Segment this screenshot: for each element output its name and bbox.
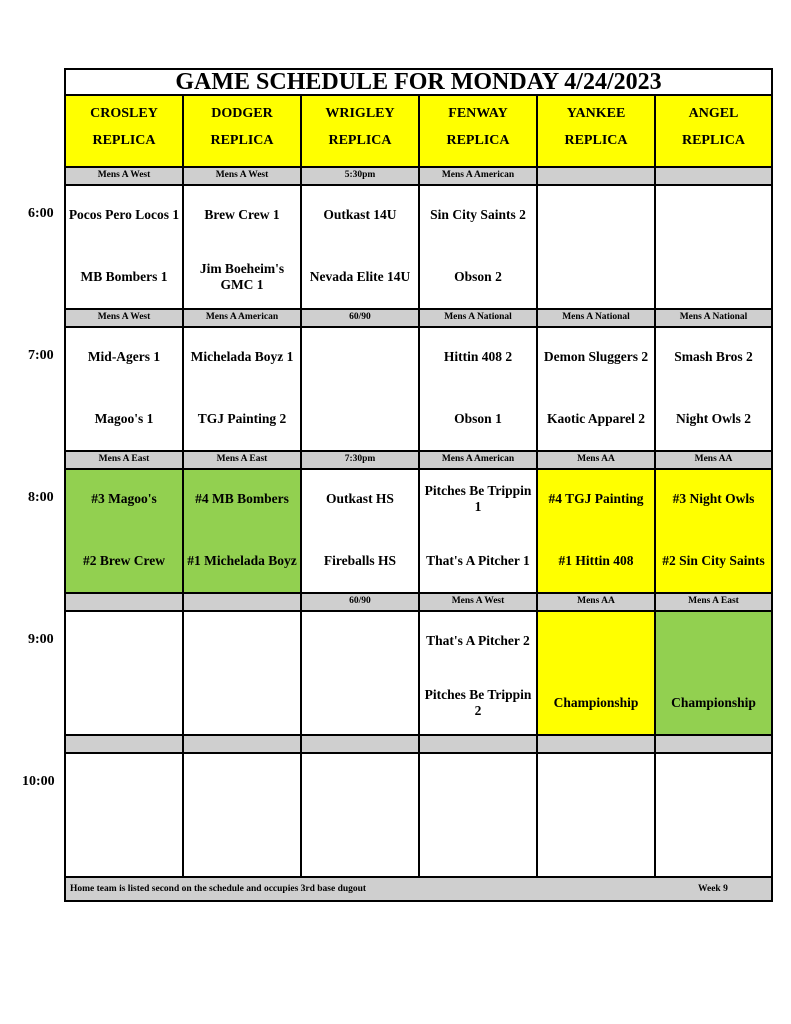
home-team bbox=[186, 685, 298, 721]
venue-header-yankee bbox=[538, 96, 656, 168]
away-team bbox=[540, 765, 652, 801]
game-cell bbox=[420, 186, 538, 310]
game-cell bbox=[656, 186, 771, 310]
away-team: Demon Sluggers 2 bbox=[543, 349, 649, 364]
home-team: Jim Boeheim's GMC 1 bbox=[199, 261, 285, 292]
home-team: Nevada Elite 14U bbox=[309, 269, 411, 284]
home-team: #2 Brew Crew bbox=[83, 553, 165, 568]
time-label: 10:00 bbox=[22, 774, 55, 789]
game-cell bbox=[538, 754, 656, 878]
away-team: Smash Bros 2 bbox=[674, 349, 753, 364]
game-cell bbox=[420, 754, 538, 878]
home-team bbox=[658, 259, 769, 295]
home-team: Obson 1 bbox=[454, 411, 502, 426]
home-team: Magoo's 1 bbox=[94, 411, 154, 426]
home-team: Obson 2 bbox=[454, 269, 502, 284]
footer-note: Home team is listed second on the schedule and occupies 3rd base dugout bbox=[70, 884, 367, 894]
home-team: TGJ Painting 2 bbox=[197, 411, 287, 426]
division-label bbox=[66, 594, 184, 612]
home-team bbox=[304, 827, 416, 863]
away-team: #3 Magoo's bbox=[91, 491, 157, 506]
time-label: 8:00 bbox=[28, 490, 54, 505]
away-team: Outkast HS bbox=[326, 491, 394, 506]
away-team bbox=[68, 623, 180, 659]
away-team: #4 TGJ Painting bbox=[548, 491, 644, 506]
division-label: Mens A National bbox=[538, 310, 656, 328]
home-team bbox=[304, 401, 416, 437]
game-cell bbox=[420, 470, 538, 594]
game-cell bbox=[538, 612, 656, 736]
away-team bbox=[186, 623, 298, 659]
game-cell bbox=[656, 470, 771, 594]
home-team: #1 Hittin 408 bbox=[558, 553, 634, 568]
home-team: Night Owls 2 bbox=[675, 411, 751, 426]
venue-name: ANGEL bbox=[688, 106, 739, 121]
game-cell bbox=[66, 328, 184, 452]
venue-header-wrigley bbox=[302, 96, 420, 168]
away-team: Brew Crew 1 bbox=[204, 207, 280, 222]
home-team: Kaotic Apparel 2 bbox=[546, 411, 645, 426]
time-label: 7:00 bbox=[28, 348, 54, 363]
game-cell bbox=[66, 612, 184, 736]
away-team: Hittin 408 2 bbox=[443, 349, 513, 364]
away-team bbox=[658, 623, 769, 659]
game-cell bbox=[656, 612, 771, 736]
game-cell bbox=[538, 470, 656, 594]
game-cell bbox=[66, 186, 184, 310]
venue-sub: REPLICA bbox=[564, 133, 628, 148]
venue-name: FENWAY bbox=[448, 106, 508, 121]
game-cell bbox=[66, 754, 184, 878]
game-cell bbox=[184, 186, 302, 310]
game-cell bbox=[420, 328, 538, 452]
game-cell bbox=[184, 328, 302, 452]
division-label: Mens AA bbox=[656, 452, 771, 470]
home-team: Fireballs HS bbox=[323, 553, 397, 568]
home-team bbox=[422, 827, 534, 863]
home-team bbox=[68, 685, 180, 721]
venue-header-dodger bbox=[184, 96, 302, 168]
division-label: 5:30pm bbox=[302, 168, 420, 186]
venue-sub: REPLICA bbox=[328, 133, 392, 148]
home-team bbox=[186, 827, 298, 863]
division-label bbox=[184, 736, 302, 754]
game-cell bbox=[302, 186, 420, 310]
venue-sub: REPLICA bbox=[446, 133, 510, 148]
away-team bbox=[186, 765, 298, 801]
game-cell bbox=[538, 186, 656, 310]
away-team bbox=[658, 765, 769, 801]
game-cell bbox=[538, 328, 656, 452]
away-team: Mid-Agers 1 bbox=[87, 349, 161, 364]
venue-header-angel bbox=[656, 96, 771, 168]
venue-sub: REPLICA bbox=[681, 133, 745, 148]
division-label: Mens AA bbox=[538, 452, 656, 470]
home-team bbox=[540, 827, 652, 863]
away-team bbox=[658, 197, 769, 233]
division-label bbox=[656, 168, 771, 186]
schedule-footer bbox=[66, 878, 771, 900]
division-label bbox=[420, 736, 538, 754]
home-team: Championship bbox=[553, 695, 639, 710]
home-team bbox=[658, 827, 769, 863]
away-team bbox=[422, 765, 534, 801]
away-team: #3 Night Owls bbox=[672, 491, 755, 506]
division-label: Mens A American bbox=[420, 168, 538, 186]
division-label: Mens A West bbox=[184, 168, 302, 186]
game-cell bbox=[656, 328, 771, 452]
division-label: Mens A East bbox=[66, 452, 184, 470]
game-cell bbox=[184, 470, 302, 594]
away-team bbox=[68, 765, 180, 801]
home-team bbox=[304, 685, 416, 721]
division-label: Mens A East bbox=[184, 452, 302, 470]
division-label bbox=[302, 736, 420, 754]
division-label: Mens A National bbox=[656, 310, 771, 328]
game-cell bbox=[420, 612, 538, 736]
home-team: #2 Sin City Saints bbox=[662, 553, 765, 568]
division-label: 60/90 bbox=[302, 310, 420, 328]
home-team: That's A Pitcher 1 bbox=[426, 553, 530, 568]
away-team bbox=[304, 339, 416, 375]
venue-name: DODGER bbox=[211, 106, 273, 121]
time-label: 9:00 bbox=[28, 632, 54, 647]
game-cell bbox=[302, 470, 420, 594]
venue-sub: REPLICA bbox=[92, 133, 156, 148]
venue-sub: REPLICA bbox=[210, 133, 274, 148]
division-label: Mens A American bbox=[184, 310, 302, 328]
division-label bbox=[538, 736, 656, 754]
game-cell bbox=[66, 470, 184, 594]
away-team: Michelada Boyz 1 bbox=[190, 349, 294, 364]
division-label: Mens A West bbox=[420, 594, 538, 612]
time-label: 6:00 bbox=[28, 206, 54, 221]
venue-name: CROSLEY bbox=[90, 106, 158, 121]
game-cell bbox=[302, 754, 420, 878]
game-cell bbox=[302, 328, 420, 452]
game-cell bbox=[656, 754, 771, 878]
division-label bbox=[184, 594, 302, 612]
venue-name: YANKEE bbox=[566, 106, 626, 121]
away-team bbox=[540, 197, 652, 233]
venue-header-crosley bbox=[66, 96, 184, 168]
division-label: 7:30pm bbox=[302, 452, 420, 470]
game-cell bbox=[302, 612, 420, 736]
week-label: Week 9 bbox=[698, 884, 728, 894]
away-team: Pocos Pero Locos 1 bbox=[68, 207, 180, 222]
division-label: Mens A West bbox=[66, 310, 184, 328]
division-label bbox=[656, 736, 771, 754]
away-team bbox=[304, 623, 416, 659]
home-team: Championship bbox=[671, 695, 756, 710]
schedule-title: GAME SCHEDULE FOR MONDAY 4/24/2023 bbox=[66, 70, 771, 96]
venue-name: WRIGLEY bbox=[325, 106, 395, 121]
away-team bbox=[540, 623, 652, 659]
division-label: Mens A East bbox=[656, 594, 771, 612]
division-label bbox=[66, 736, 184, 754]
away-team: That's A Pitcher 2 bbox=[426, 633, 530, 648]
home-team: #1 Michelada Boyz bbox=[187, 553, 297, 568]
away-team: #4 MB Bombers bbox=[195, 491, 289, 506]
division-label: Mens A National bbox=[420, 310, 538, 328]
away-team: Sin City Saints 2 bbox=[430, 207, 526, 222]
home-team bbox=[540, 259, 652, 295]
division-label: Mens AA bbox=[538, 594, 656, 612]
home-team bbox=[68, 827, 180, 863]
venue-header-fenway bbox=[420, 96, 538, 168]
game-cell bbox=[184, 754, 302, 878]
home-team: MB Bombers 1 bbox=[80, 269, 168, 284]
division-label: Mens A West bbox=[66, 168, 184, 186]
away-team bbox=[304, 765, 416, 801]
schedule-grid bbox=[64, 68, 773, 902]
division-label: 60/90 bbox=[302, 594, 420, 612]
away-team: Outkast 14U bbox=[323, 207, 397, 222]
division-label: Mens A American bbox=[420, 452, 538, 470]
away-team: Pitches Be Trippin 1 bbox=[424, 483, 532, 514]
home-team: Pitches Be Trippin 2 bbox=[424, 687, 532, 718]
game-cell bbox=[184, 612, 302, 736]
division-label bbox=[538, 168, 656, 186]
